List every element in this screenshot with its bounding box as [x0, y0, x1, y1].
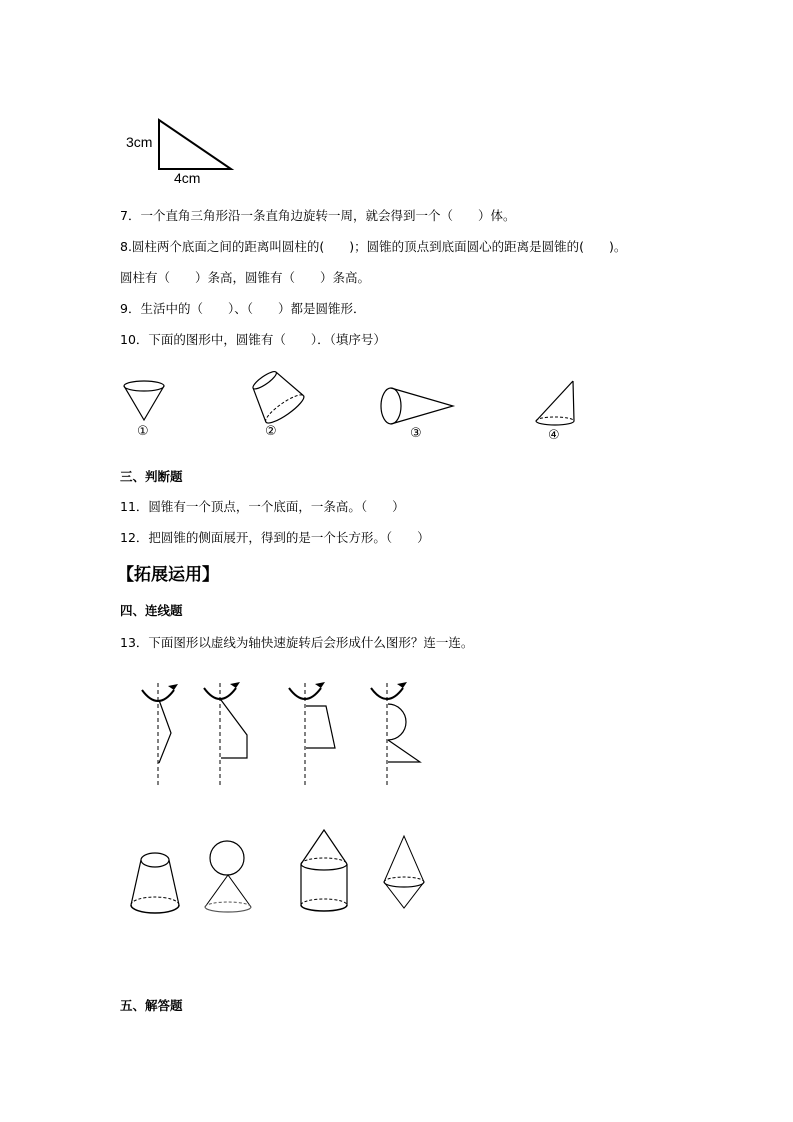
- solid-sphere-on-cone: [205, 841, 251, 912]
- shape-3-cone-sideways: [381, 388, 453, 424]
- question-9: 9．生活中的（ ）、（ ）都是圆锥形．: [120, 301, 366, 316]
- triangle-side-label: 3cm: [126, 134, 153, 150]
- triangle-base-label: 4cm: [174, 170, 201, 186]
- rotation-figure-2: [204, 682, 247, 787]
- shape-2-frustum: [244, 364, 307, 427]
- question-10: 10．下面的图形中，圆锥有（ ）．（填序号）: [120, 332, 386, 347]
- shape-1-cone: [124, 381, 164, 420]
- solid-double-cone: [384, 836, 424, 908]
- question-7: 7．一个直角三角形沿一条直角边旋转一周，就会得到一个（ ）体。: [120, 208, 516, 223]
- question-12: 12．把圆锥的侧面展开，得到的是一个长方形。（ ）: [120, 530, 430, 545]
- question-11: 11．圆锥有一个顶点，一个底面，一条高。（ ）: [120, 499, 405, 514]
- section-judge-heading: 三、判断题: [120, 469, 183, 484]
- section-matching-heading: 四、连线题: [120, 603, 183, 618]
- rotation-figure-1: [142, 683, 178, 787]
- question-13: 13．下面图形以虚线为轴快速旋转后会形成什么图形？连一连。: [120, 635, 474, 650]
- solid-cone-on-cylinder: [301, 830, 347, 911]
- extension-heading: 【拓展运用】: [117, 565, 219, 585]
- rotation-figure-4: [371, 682, 420, 787]
- shape-label-4: ④: [548, 428, 560, 443]
- shape-label-1: ①: [137, 424, 149, 439]
- shape-label-3: ③: [410, 426, 422, 441]
- shape-label-2: ②: [265, 424, 277, 439]
- rotation-figure-3: [289, 682, 335, 787]
- question-8-line-2: 圆柱有（ ）条高，圆锥有（ ）条高。: [120, 270, 371, 285]
- shape-4-oblique-cone: [536, 381, 574, 425]
- right-triangle-figure: [159, 120, 231, 169]
- section-answer-heading: 五、解答题: [120, 998, 183, 1013]
- solid-frustum: [131, 853, 179, 913]
- question-8-line-1: 8.圆柱两个底面之间的距离叫圆柱的( )；圆锥的顶点到底面圆心的距离是圆锥的( )。: [120, 239, 627, 254]
